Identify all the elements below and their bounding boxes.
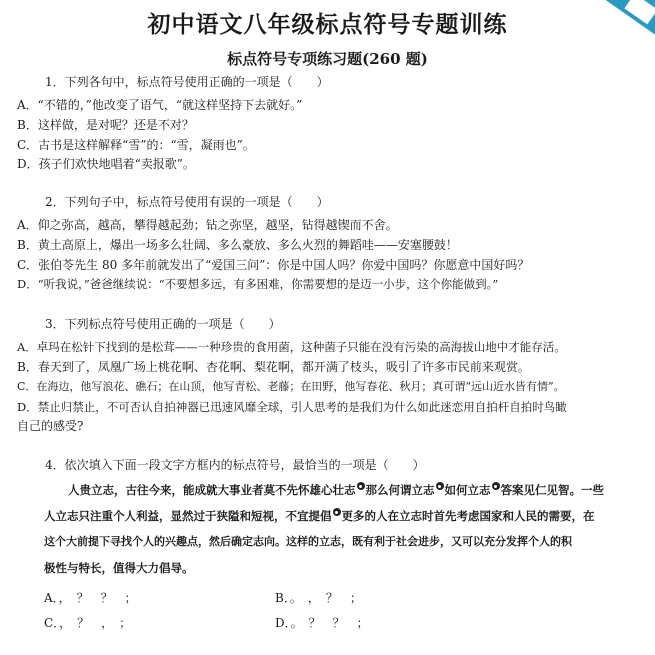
page-title: 初中语文八年级标点符号专题训练 xyxy=(147,11,508,38)
page-subtitle: 标点符号专项练习题(260 题) xyxy=(227,50,428,68)
q4-passage-text: 人立志只注重个人利益，显然过于狭隘和短视，不宜提倡 xyxy=(44,509,332,523)
q2-option-c: C．张伯苓先生 80 多年前就发出了“爱国三问”：你是中国人吗？你爱中国吗？你愿意中国好吗？ xyxy=(17,258,530,272)
q2-stem: 2．下列句子中，标点符号使用有误的一项是（ ） xyxy=(45,195,329,209)
q3-option-d: D．禁止归禁止，不可否认自拍神器已迅速风靡全球，引人思考的是我们为什么如此迷恋用自拍杆自拍时鸟瞰 xyxy=(17,400,567,414)
q4-option-a: A．， ？ ？ ； xyxy=(44,591,137,605)
q4-stem: 4．依次填入下面一段文字方框内的标点符号，最恰当的一项是（ ） xyxy=(45,458,425,472)
q4-passage-line-4: 极性与特长，值得大力倡导。 xyxy=(44,561,194,575)
q2-option-a: A．仰之弥高，越高，攀得越起劲；钻之弥坚，越坚，钻得越锲而不舍。 xyxy=(17,218,398,232)
q1-option-a: A．“不错的，”他改变了语气，“就这样坚持下去就好。” xyxy=(17,98,303,112)
q1-option-d: D．孩子们欢快地唱着“卖报歌”。 xyxy=(17,157,195,171)
q3-option-a: A．卓玛在松针下找到的是松茸——一种珍贵的食用菌，这种菌子只能在没有污染的高海拔山地中才能存活。 xyxy=(17,340,566,354)
q2-option-b: B．黄土高原上，爆出一场多么壮阔、多么豪放、多么火烈的舞蹈哇——安塞腰鼓！ xyxy=(17,238,458,252)
q4-passage-line-1 xyxy=(68,482,604,498)
q4-passage-line-2 xyxy=(44,508,595,524)
q1-option-b: B．这样做，是对呢？还是不对？ xyxy=(17,118,194,132)
q4-passage-text: 答案见仁见智。一些 xyxy=(500,483,604,497)
blank-circle-icon xyxy=(357,482,365,490)
blank-circle-icon xyxy=(436,482,444,490)
blank-circle-icon xyxy=(333,508,341,516)
q4-passage-text: 如何立志 xyxy=(444,483,491,497)
q4-passage-line-3: 这个大前提下寻找个人的兴趣点，然后确定志向。这样的立志，既有利于社会进步，又可以充分发挥个人的积 xyxy=(44,535,572,548)
q4-passage-text: 人贵立志，古往今来，能成就大事业者莫不先怀雄心壮志 xyxy=(68,483,356,497)
q2-option-d: D．“听我说，”爸爸继续说：“不要想多远，有多困难，你需要想的是迈一小步，这个你能做到。” xyxy=(17,277,499,291)
q3-option-d-cont: 自己的感受? xyxy=(17,419,84,433)
q4-passage-text: 那么何谓立志 xyxy=(365,483,435,497)
q3-stem: 3．下列标点符号使用正确的一项是（ ） xyxy=(45,317,281,331)
q3-option-c: C．在海边，他写浪花、礁石；在山顶，他写青松、老藤；在田野，他写春花、秋月；真可谓“远山近水皆有情”。 xyxy=(17,380,565,393)
q4-option-d: D．。 ？ ？ ； xyxy=(275,616,369,630)
blank-circle-icon xyxy=(492,482,500,490)
q3-option-b: B．春天到了，凤凰广场上桃花啊、杏花啊、梨花啊，都开满了枝头，吸引了许多市民前来观赏。 xyxy=(17,360,530,374)
q1-option-c: C．古书是这样解释“雪”的：“雪，凝雨也”。 xyxy=(17,138,255,152)
q1-stem: 1．下列各句中，标点符号使用正确的一项是（ ） xyxy=(45,75,329,89)
q4-passage-text: 更多的人在立志时首先考虑国家和人民的需要，在 xyxy=(341,509,595,523)
q4-option-c: C．， ？ ， ； xyxy=(44,616,132,630)
q4-option-b: B．。 ， ？ ； xyxy=(275,591,362,605)
